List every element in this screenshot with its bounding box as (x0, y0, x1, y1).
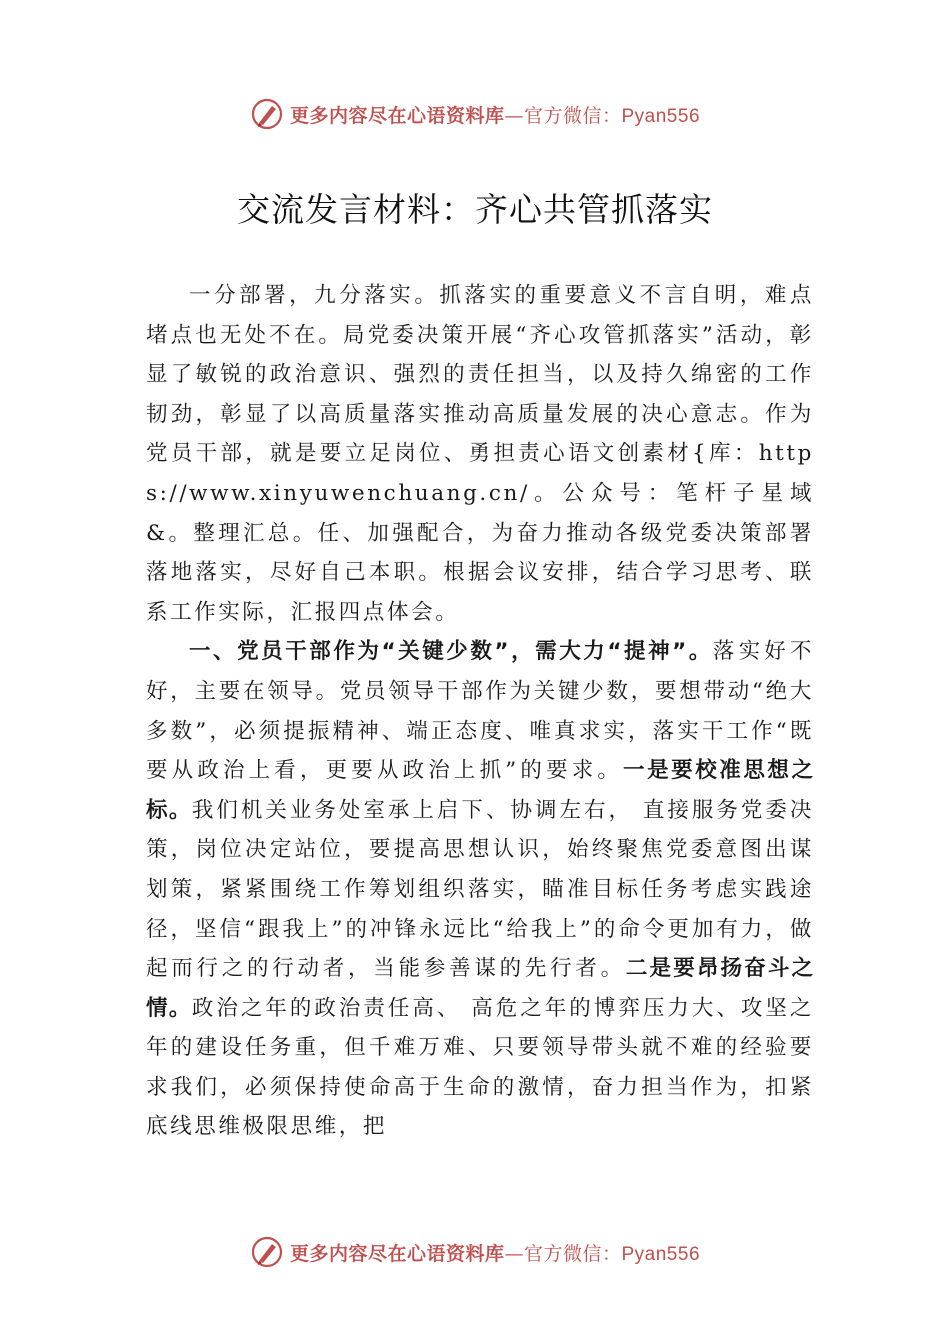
section-1-heading: 一、党员干部作为“关键少数”，需大力“提神”。 (189, 639, 713, 665)
paragraph-section-1 (146, 632, 814, 1147)
pen-logo-icon (250, 97, 284, 131)
watermark-separator: —官方微信： (504, 1242, 622, 1265)
header-watermark (0, 94, 950, 134)
watermark-wechat-id: Pyan556 (621, 105, 701, 127)
watermark-text (290, 1239, 700, 1266)
section-1-point-1: 一是要校准思想之标。 (146, 758, 814, 823)
document-body (146, 276, 814, 1147)
watermark-text (290, 101, 700, 128)
document-title: 交流发言材料：齐心共管抓落实 (237, 190, 713, 229)
pen-logo-icon (250, 1235, 284, 1269)
section-1-text-1: 落实好不好，主要在领导。党员领导干部作为关键少数，要想带动“绝大多数”，必须提振精神、端正态度、唯真求实，落实干工作“既要从政治上看，更要从政治上抓”的要求。 (146, 639, 814, 784)
section-1-text-3: 政治之年的政治责任高、 高危之年的博弈压力大、攻坚之年的建设任务重，但千难万难、只要领导带头就不难的经验要求我们，必须保持使命高于生命的激情，奋力担当作为，扣紧底线思维极限思维，把 (146, 995, 814, 1140)
watermark-main: 更多内容尽在心语资料库 (289, 1242, 505, 1265)
paragraph-intro: 一分部署，九分落实。抓落实的重要意义不言自明，难点堵点也无处不在。局党委决策开展“齐心攻管抓落实”活动，彰显了敏锐的政治意识、强烈的责任担当，以及持久绵密的工作韧劲，彰显了以高质量落实推动高质量发展的决心意志。作为党员干部，就是要立足岗位、勇担责心语文创素材{库：https://www.xinyuwenchuang.cn/。公众号：笔杆子星域&。整理汇总。任、加强配合，为奋力推动各级党委决策部署落地落实，尽好自己本职。根据会议安排，结合学习思考、联系工作实际，汇报四点体会。 (146, 283, 814, 625)
watermark-main: 更多内容尽在心语资料库 (289, 104, 505, 127)
section-1-text-2: 我们机关业务处室承上启下、协调左右， 直接服务党委决策，岗位决定站位，要提高思想认识，始终聚焦党委意图出谋划策，紧紧围绕工作筹划组织落实，瞄准目标任务考虑实践途径，坚信“跟我上”的冲锋永远比“给我上”的命令更加有力，做起而行之的行动者，当能参善谋的先行者。 (146, 797, 814, 982)
watermark-separator: —官方微信： (504, 104, 622, 127)
watermark-wechat-id: Pyan556 (621, 1243, 701, 1265)
footer-watermark (0, 1232, 950, 1272)
section-1-point-2: 二是要昂扬奋斗之情。 (146, 956, 814, 1021)
